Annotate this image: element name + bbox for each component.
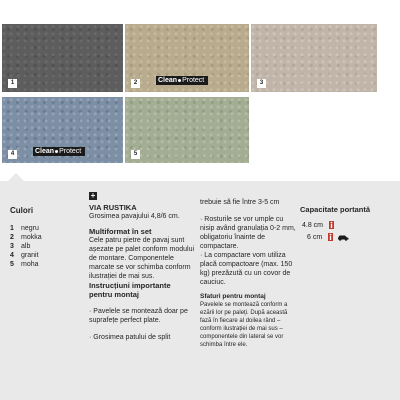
install-top-text: trebuie să fie între 3-5 cm <box>200 199 280 206</box>
multiformat-text: Cele patru pietre de pavaj sunt așezate pe palet conform modului de montare. Componentele marcate se vor schimba conform ilustrației de mai sus. <box>89 237 195 280</box>
capacity-value: 4.8 cm <box>302 222 324 229</box>
capacity-title: Capacitate portantă <box>300 205 371 214</box>
multiformat-title: Multiformat în set <box>89 227 152 236</box>
instruction-bullet: · La compactare vom utiliza placă compactoare (max. 150 kg) prezăzută cu un covor de cauciuc. <box>200 252 293 286</box>
colors-list <box>10 224 80 269</box>
instructions-title: Instrucțiuni importante pentru montaj <box>89 281 171 299</box>
capacity-value: 6 cm <box>307 234 323 241</box>
tips-text: Pavelele se montează conform a ezării lor pe paleți. După această fază în fiecare al doilea rând – conform ilustrației de mai sus – componentele din lateral se vor schimba între ele. <box>200 302 288 348</box>
color-item: 2 mokka <box>10 234 42 241</box>
color-item: 3 alb <box>10 243 31 250</box>
product-thickness: Grosimea pavajului 4,8/6 cm. <box>89 213 180 220</box>
person-icon <box>329 221 334 229</box>
product-column <box>89 203 195 342</box>
color-item: 4 granit <box>10 252 39 259</box>
capacity-row <box>302 221 334 230</box>
swatch-negru <box>2 24 123 92</box>
clean-protect-badge: Clean Protect <box>33 147 85 156</box>
swatch-mokka <box>125 24 249 92</box>
plus-icon: + <box>90 191 96 200</box>
tips-title: Sfaturi pentru montaj <box>200 293 266 300</box>
color-item: 5 moha <box>10 261 39 268</box>
swatch-moha <box>125 97 249 163</box>
clean-protect-badge: Clean Protect <box>156 76 208 85</box>
instruction-bullet: · Rosturile se vor umple cu nisip având granulația 0-2 mm, obligatoriu înainte de compactare. <box>200 216 296 250</box>
capacity-column <box>300 205 395 214</box>
product-name: VIA RUSTIKA <box>89 203 137 212</box>
colors-title: Culori <box>10 206 34 215</box>
swatch-alb <box>251 24 377 92</box>
swatch-granit <box>2 97 123 163</box>
car-icon <box>337 233 349 241</box>
swatch-number: 1 <box>8 79 17 88</box>
swatch-number: 2 <box>131 79 140 88</box>
instruction-bullet: · Pavelele se montează doar pe suprafețe perfect plate. <box>89 308 188 324</box>
capacity-row <box>307 233 349 242</box>
swatch-number: 4 <box>8 150 17 159</box>
panel-pointer <box>8 173 24 181</box>
swatch-number: 3 <box>257 79 266 88</box>
person-icon <box>328 233 333 241</box>
swatch-number: 5 <box>131 150 140 159</box>
instruction-bullet: · Grosimea patului de split <box>89 334 171 341</box>
install-column <box>200 198 298 349</box>
color-item: 1 negru <box>10 225 39 232</box>
